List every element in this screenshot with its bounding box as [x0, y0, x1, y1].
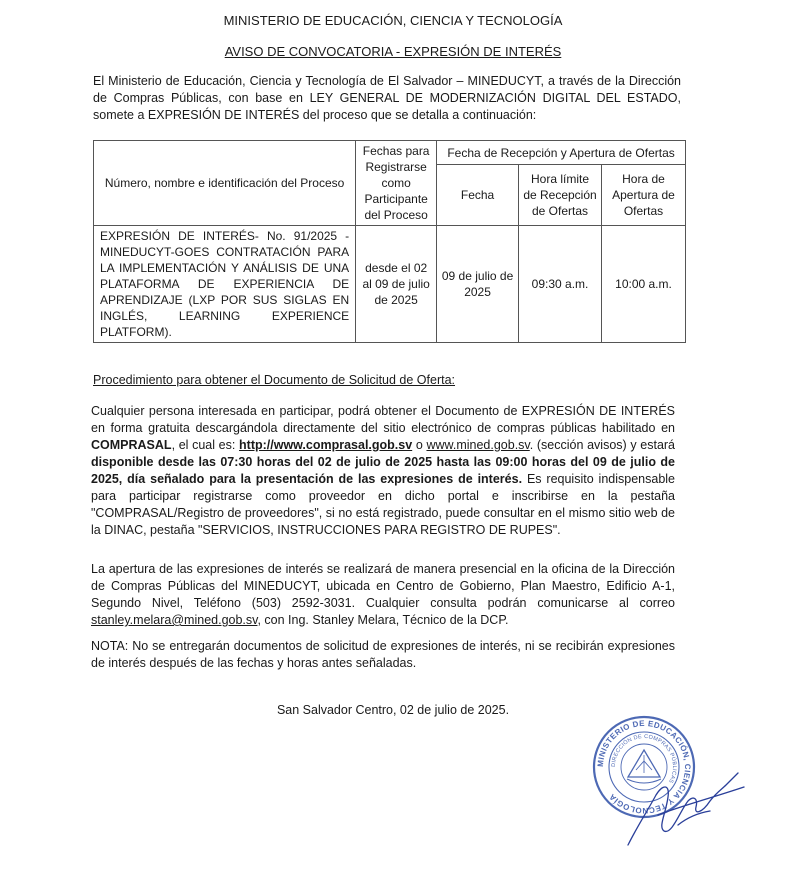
closing-place-date: San Salvador Centro, 02 de julio de 2025.	[276, 703, 510, 717]
paragraph-text: , el cual es:	[171, 438, 240, 452]
paragraph-text: , con Ing. Stanley Melara, Técnico de la DCP.	[257, 613, 509, 627]
cell-opening-time: 10:00 a.m.	[601, 226, 685, 343]
signature-icon	[618, 755, 750, 851]
paragraph-text: Cualquier persona interesada en participar, podrá obtener el Documento de EXPRESIÓN DE INTERÉS en forma gratuita descargándola directamente del sitio electrónico de compras públicas habilitado en	[91, 404, 675, 435]
paragraph-text: La apertura de las expresiones de interés se realizará de manera presencial en la oficina de la Dirección de Compras Públicas del MINEDUCYT, ubicada en Centro de Gobierno, Plan Maestro, Edificio A-1, Segundo Nivel, Teléfono (503) 2592-3031. Cualquier consulta podrán comunicarse al correo	[91, 562, 675, 610]
cell-date: 09 de julio de 2025	[437, 226, 519, 343]
header-limit-time: Hora límite de Recepción de Ofertas	[519, 165, 602, 226]
header-reception-group: Fecha de Recepción y Apertura de Ofertas	[437, 141, 686, 165]
mined-link[interactable]: www.mined.gob.sv	[426, 438, 530, 452]
header-register-dates: Fechas para Registrarse como Participante del Proceso	[356, 141, 437, 226]
svg-text:MINISTERIO DE EDUCACIÓN, CIENC: MINISTERIO DE EDUCACIÓN, CIENCIA Y TECNOLOGÍA	[595, 718, 693, 816]
table-header-row	[94, 141, 686, 165]
paragraph-text: Es requisito indispensable para participar registrarse como proveedor en dicho portal e inscribirse en la pestaña "COMPRASAL/Registro de proveedores", si no está registrado, puede consultar en el mismo sitio web de la DINAC, pestaña "SERVICIOS, INSTRUCCIONES PARA REGISTRO DE RUPES".	[91, 472, 676, 537]
comprasal-link[interactable]: http://www.comprasal.gob.sv	[239, 438, 413, 452]
cell-limit-time: 09:30 a.m.	[519, 226, 602, 343]
header-date: Fecha	[437, 165, 519, 226]
header-process: Número, nombre e identificación del Proceso	[94, 141, 356, 226]
notice-title: AVISO DE CONVOCATORIA - EXPRESIÓN DE INTERÉS	[224, 44, 562, 59]
cell-register-dates: desde el 02 al 09 de julio de 2025	[356, 226, 437, 343]
ministry-name: MINISTERIO DE EDUCACIÓN, CIENCIA Y TECNOLOGÍA	[223, 13, 563, 28]
contact-email-link[interactable]: stanley.melara@mined.gob.sv	[91, 613, 258, 627]
procedure-paragraph	[91, 403, 675, 539]
table-row	[94, 226, 686, 343]
intro-paragraph: El Ministerio de Educación, Ciencia y Tecnología de El Salvador – MINEDUCYT, a través de la Dirección de Compras Públicas, con base en LEY GENERAL DE MODERNIZACIÓN DIGITAL DEL ESTADO, somete a EXPRESIÓN DE INTERÉS del proceso que se detalla a continuación:	[93, 74, 681, 122]
paragraph-text: . (sección avisos) y estará	[529, 438, 676, 452]
svg-text:DIRECCIÓN DE COMPRAS PÚBLICAS: DIRECCIÓN DE COMPRAS PÚBLICAS	[610, 733, 678, 785]
opening-paragraph	[91, 561, 675, 629]
availability-dates: disponible desde las 07:30 horas del 02 de julio de 2025 hasta las 09:00 horas del 09 de julio de 2025, día señalado para la presentación de las expresiones de interés.	[91, 455, 675, 486]
process-table	[93, 140, 686, 343]
header-opening-time: Hora de Apertura de Ofertas	[601, 165, 685, 226]
comprasal-name: COMPRASAL	[91, 438, 172, 452]
procedure-heading: Procedimiento para obtener el Documento de Solicitud de Oferta:	[93, 373, 456, 387]
note-paragraph: NOTA: No se entregarán documentos de solicitud de expresiones de interés, ni se recibirán expresiones de interés después de las fechas y horas antes señaladas.	[91, 639, 675, 670]
cell-process: EXPRESIÓN DE INTERÉS- No. 91/2025 - MINEDUCYT-GOES CONTRATACIÓN PARA LA IMPLEMENTACIÓN Y ANÁLISIS DE UNA PLATAFORMA DE EXPERIENCIA DE APRENDIZAJE (LXP POR SUS SIGLAS EN INGLÉS, LEARNING EXPERIENCE PLATFORM).	[94, 226, 356, 343]
paragraph-text: o	[412, 438, 427, 452]
